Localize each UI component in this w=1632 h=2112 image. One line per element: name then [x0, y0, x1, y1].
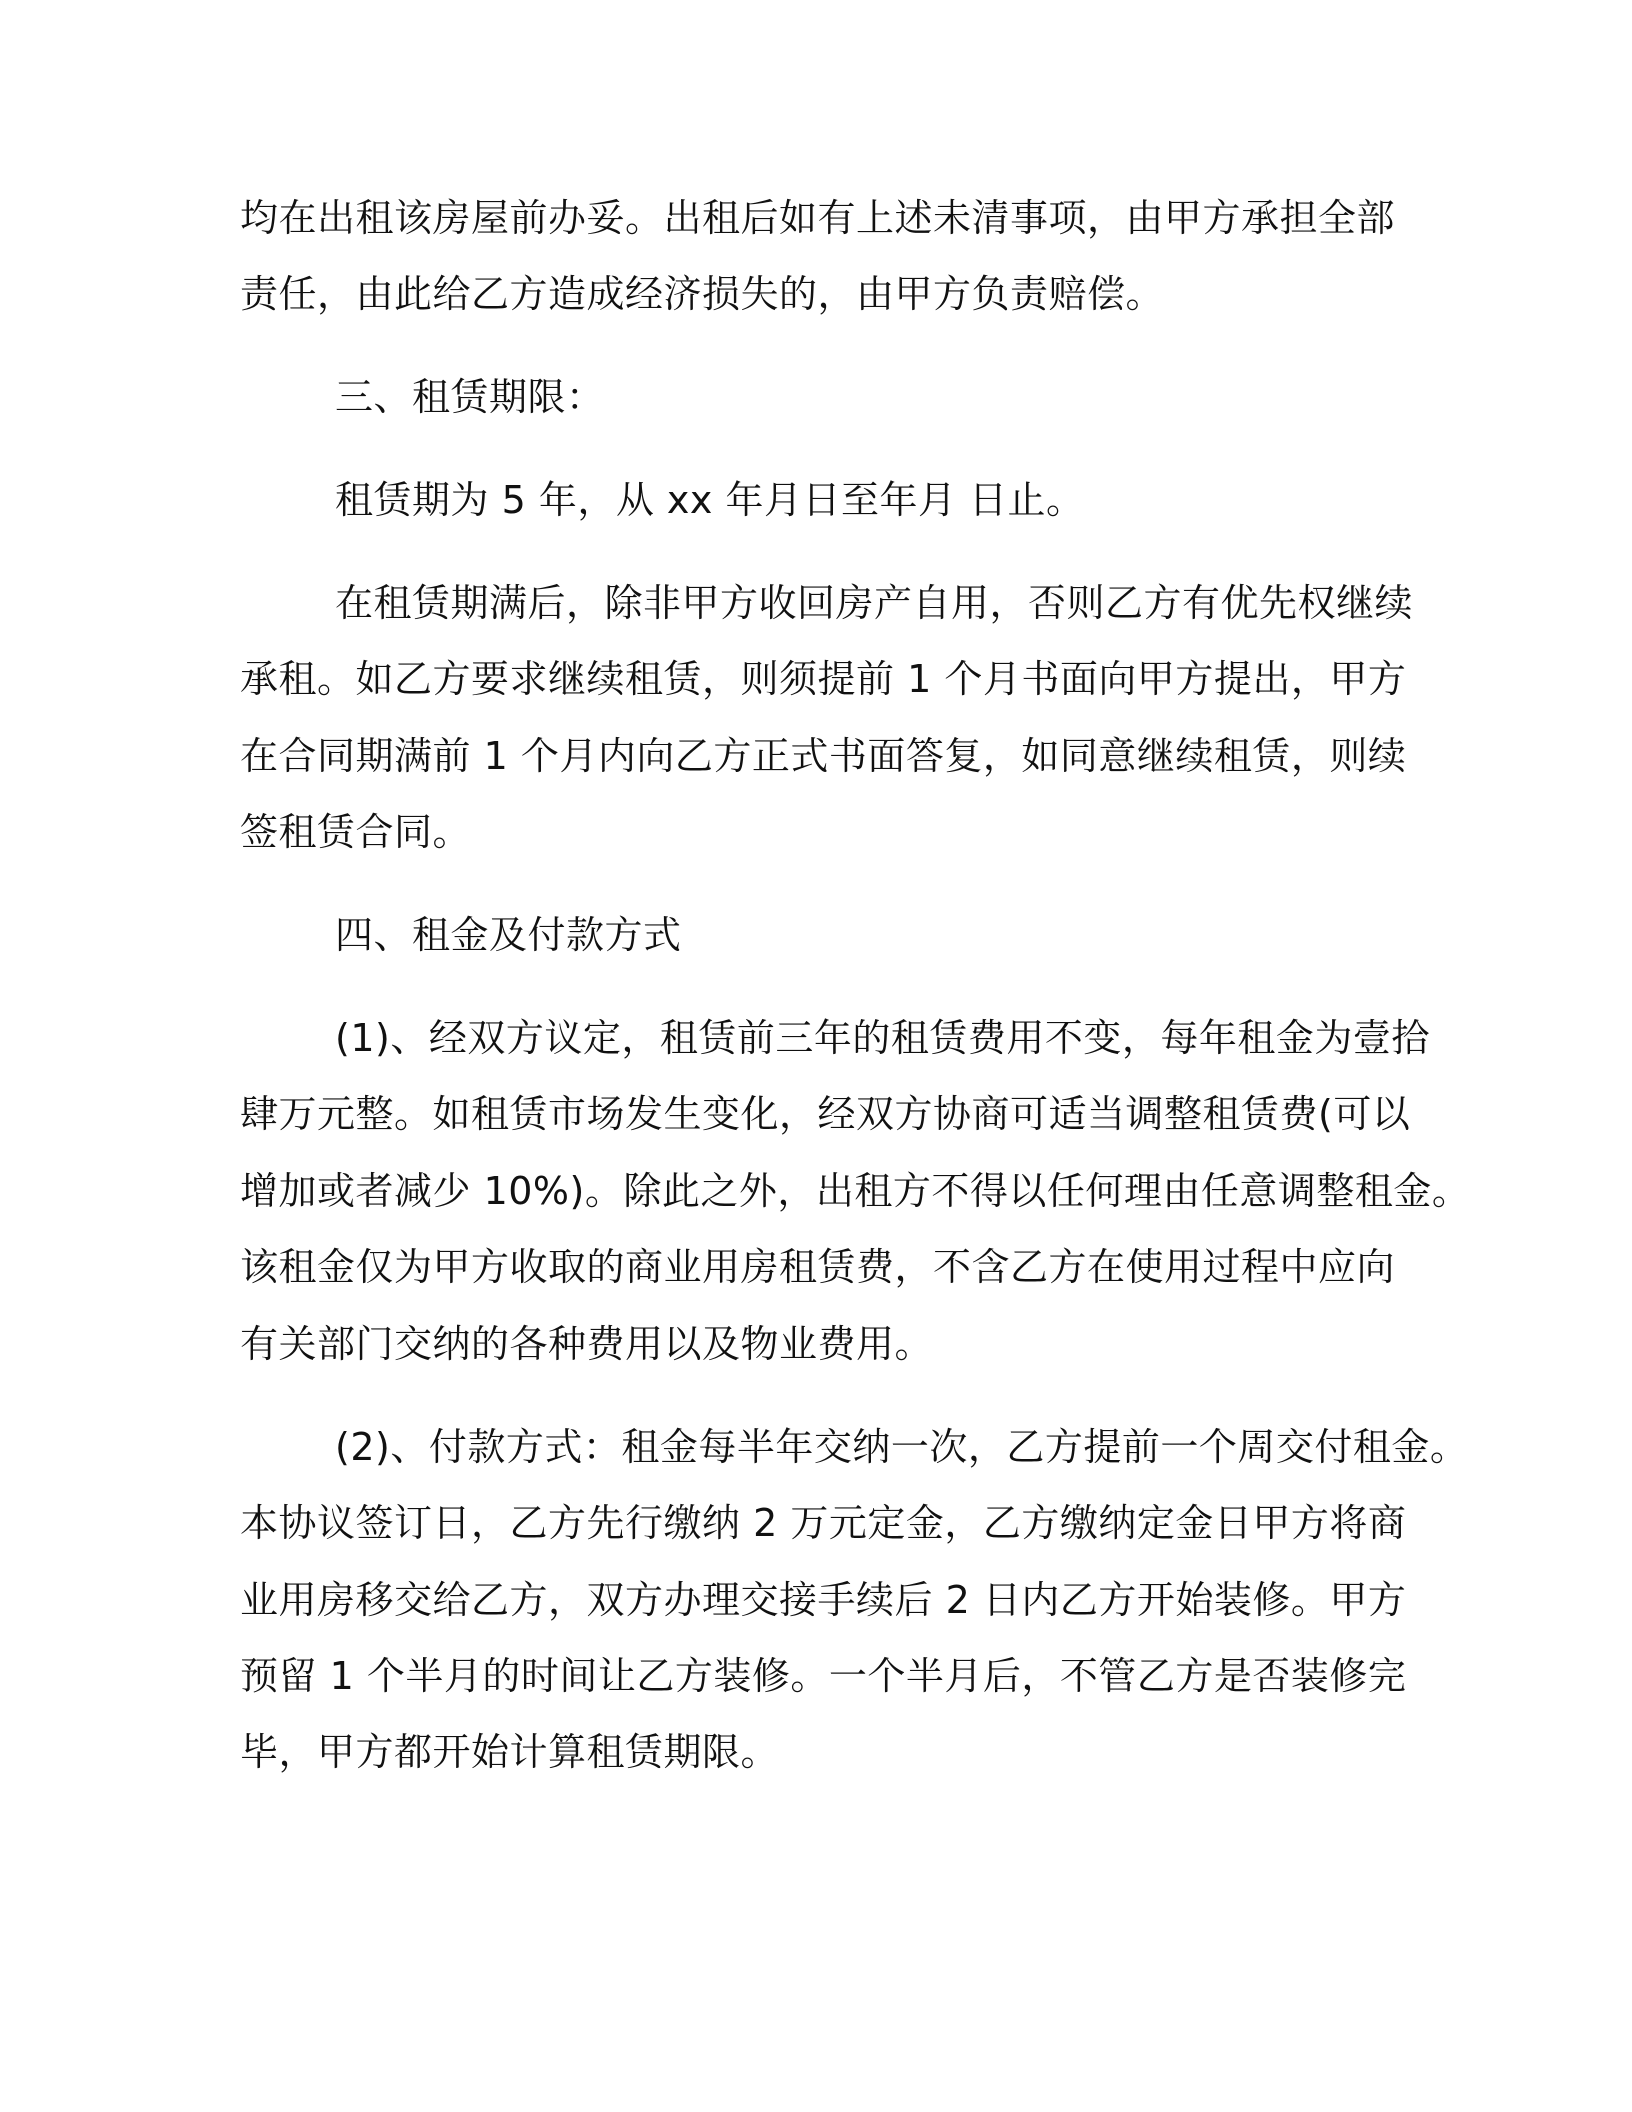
text-line: 有关部门交纳的各种费用以及物业费用。	[240, 1322, 934, 1366]
text-line: (1)、经双方议定，租赁前三年的租赁费用不变，每年租金为壹拾	[335, 1016, 1430, 1060]
text-line: 预留 1 个半月的时间让乙方装修。一个半月后，不管乙方是否装修完	[240, 1654, 1407, 1698]
text-line: 本协议签订日，乙方先行缴纳 2 万元定金，乙方缴纳定金日甲方将商	[240, 1501, 1407, 1545]
text-line: 该租金仅为甲方收取的商业用房租赁费，不含乙方在使用过程中应向	[240, 1245, 1396, 1289]
text-line: 毕，甲方都开始计算租赁期限。	[240, 1730, 780, 1774]
section-heading: 四、租金及付款方式	[335, 913, 682, 957]
text-line: 租赁期为 5 年，从 xx 年月日至年月 日止。	[335, 478, 1085, 522]
section-heading: 三、租赁期限：	[335, 375, 605, 419]
text-line: 增加或者减少 10%)。除此之外，出租方不得以任何理由任意调整租金。	[240, 1169, 1471, 1213]
text-line: 均在出租该房屋前办妥。出租后如有上述未清事项，由甲方承担全部	[240, 196, 1396, 240]
text-line: 责任，由此给乙方造成经济损失的，由甲方负责赔偿。	[240, 272, 1165, 316]
text-line: 承租。如乙方要求继续租赁，则须提前 1 个月书面向甲方提出，甲方	[240, 657, 1407, 701]
text-line: 肆万元整。如租赁市场发生变化，经双方协商可适当调整租赁费(可以	[240, 1092, 1411, 1136]
text-line: 在租赁期满后，除非甲方收回房产自用，否则乙方有优先权继续	[335, 581, 1414, 625]
text-line: 业用房移交给乙方，双方办理交接手续后 2 日内乙方开始装修。甲方	[240, 1578, 1407, 1622]
text-line: (2)、付款方式：租金每半年交纳一次，乙方提前一个周交付租金。	[335, 1425, 1469, 1469]
text-line: 在合同期满前 1 个月内向乙方正式书面答复，如同意继续租赁，则续	[240, 734, 1407, 778]
text-line: 签租赁合同。	[240, 810, 472, 854]
